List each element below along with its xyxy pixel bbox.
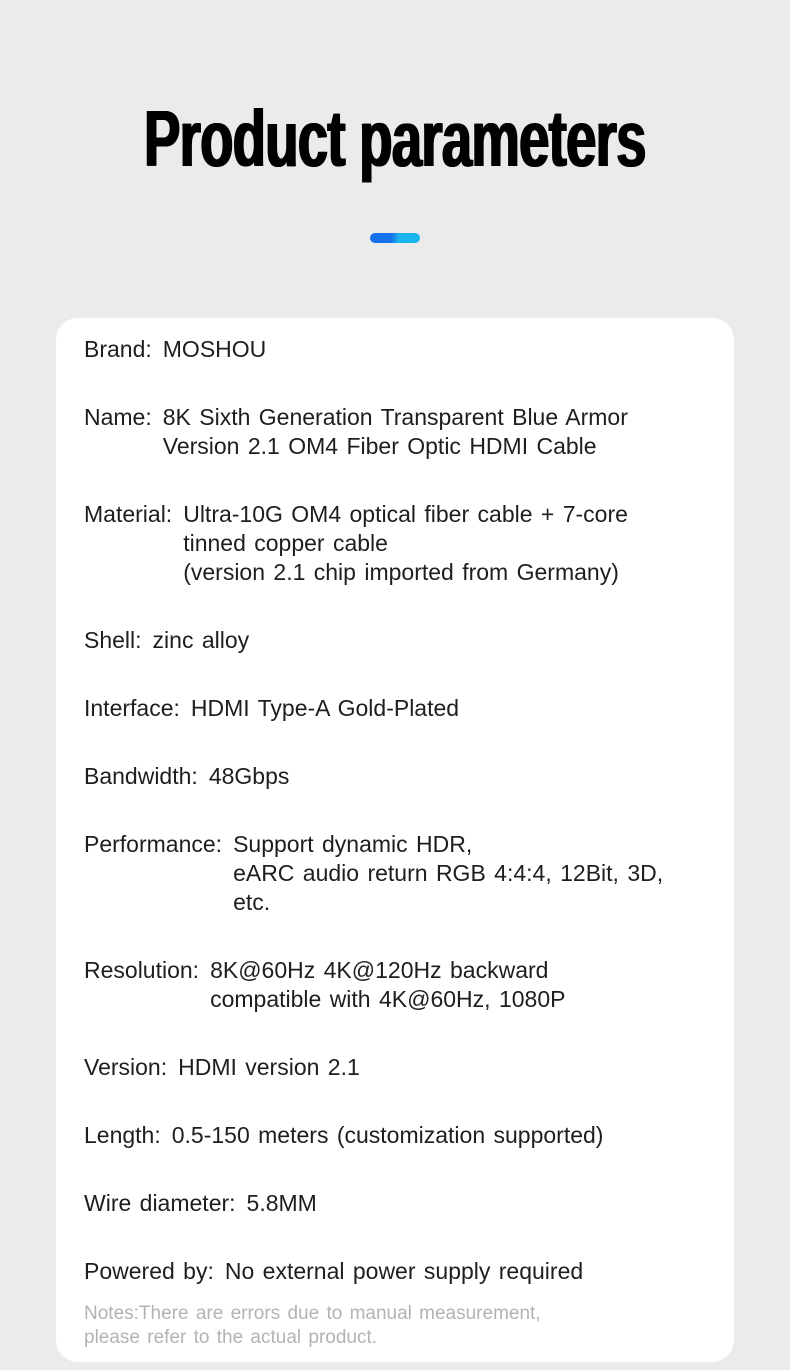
param-label-powered-by: Powered by: (84, 1258, 214, 1284)
param-value-line: 8K Sixth Generation Transparent Blue Armor (162, 404, 628, 430)
param-label-version: Version: (84, 1054, 168, 1080)
param-value-line: Ultra-10G OM4 optical fiber cable + 7-core (183, 501, 628, 527)
param-row-material (84, 500, 706, 587)
param-value-name (163, 403, 706, 461)
param-label-wire-diameter: Wire diameter: (84, 1190, 236, 1216)
param-label-name: Name: (84, 404, 152, 430)
param-row-wire-diameter (84, 1189, 706, 1218)
param-value-powered-by (225, 1257, 706, 1286)
param-value-shell (153, 626, 706, 655)
param-row-performance (84, 830, 706, 917)
param-value-line: Support dynamic HDR, (233, 831, 473, 857)
param-value-line: 0.5-150 meters (customization supported) (171, 1122, 604, 1148)
param-value-line: (version 2.1 chip imported from Germany) (183, 559, 619, 585)
param-row-brand (84, 335, 706, 364)
param-row-bandwidth (84, 762, 706, 791)
param-label-brand: Brand: (84, 336, 152, 362)
param-label-shell: Shell: (84, 627, 142, 653)
param-value-length (172, 1121, 706, 1150)
param-value-line: 8K@60Hz 4K@120Hz backward (210, 957, 549, 983)
notes (84, 1302, 706, 1350)
param-label-material: Material: (84, 501, 173, 527)
param-value-line: No external power supply required (224, 1258, 584, 1284)
param-value-line: MOSHOU (162, 336, 267, 362)
param-value-brand (163, 335, 706, 364)
param-row-resolution (84, 956, 706, 1014)
param-row-length (84, 1121, 706, 1150)
param-value-line: compatible with 4K@60Hz, 1080P (210, 986, 566, 1012)
notes-line: please refer to the actual product. (84, 1327, 378, 1348)
param-value-bandwidth (209, 762, 706, 791)
param-row-version (84, 1053, 706, 1082)
param-row-name (84, 403, 706, 461)
param-value-line: Version 2.1 OM4 Fiber Optic HDMI Cable (162, 433, 597, 459)
param-row-shell (84, 626, 706, 655)
param-value-line: HDMI version 2.1 (178, 1054, 360, 1080)
param-value-material (183, 500, 706, 587)
param-label-resolution: Resolution: (84, 957, 200, 983)
param-value-line: 48Gbps (208, 763, 290, 789)
param-value-line: 5.8MM (246, 1190, 317, 1216)
param-row-powered-by (84, 1257, 706, 1286)
param-label-bandwidth: Bandwidth: (84, 763, 198, 789)
param-label-interface: Interface: (84, 695, 180, 721)
param-value-interface (191, 694, 706, 723)
param-label-length: Length: (84, 1122, 161, 1148)
param-value-line: tinned copper cable (183, 530, 388, 556)
param-value-line: HDMI Type-A Gold-Plated (190, 695, 460, 721)
param-row-interface (84, 694, 706, 723)
param-value-line: zinc alloy (152, 627, 250, 653)
param-value-version (178, 1053, 706, 1082)
param-value-performance (233, 830, 706, 917)
title-wrap (0, 0, 790, 183)
param-label-performance: Performance: (84, 831, 223, 857)
param-value-wire-diameter (247, 1189, 706, 1218)
title-accent-divider (370, 233, 420, 243)
param-value-line: eARC audio return RGB 4:4:4, 12Bit, 3D, etc. (233, 860, 664, 915)
param-value-resolution (210, 956, 706, 1014)
parameters-card (56, 318, 734, 1362)
notes-line: Notes:There are errors due to manual measurement, (84, 1303, 541, 1324)
page-title: Product parameters (144, 94, 646, 183)
